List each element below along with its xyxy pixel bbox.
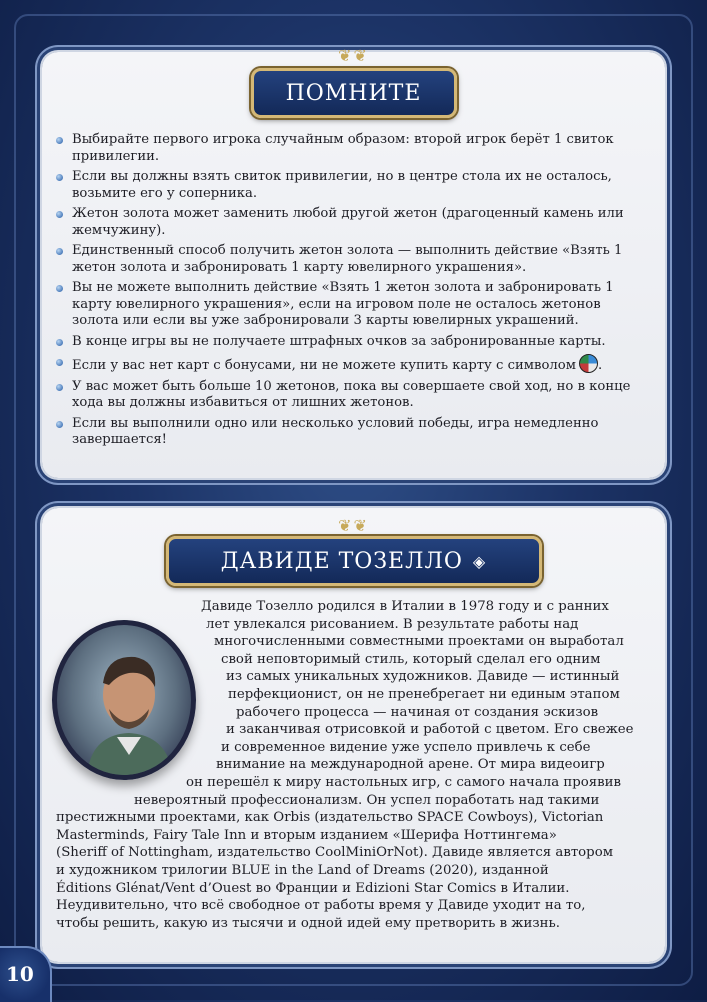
list-item: Единственный способ получить жетон золота — выполнить действие «Взять 1 жетон золота и забронировать 1 карту ювелирного украшения». [56,243,646,276]
bullet-icon [56,285,63,292]
bullet-icon [56,211,63,218]
multicolor-token-icon [579,354,598,373]
remember-banner [251,68,457,118]
bullet-icon [56,384,63,391]
bullet-icon [56,174,63,181]
gem-icon: ◈ [472,551,487,571]
bullet-icon [56,421,63,428]
remember-title: ПОМНИТЕ [285,80,422,106]
list-item: В конце игры вы не получаете штрафных очков за забронированные карты. [56,334,646,351]
author-banner [166,536,542,586]
list-item: Если вы выполнили одно или несколько условий победы, игра немедленно завершается! [56,416,646,449]
author-title: ДАВИДЕ ТОЗЕЛЛО [220,548,463,574]
author-panel [42,508,665,962]
page-number-badge [0,946,52,1002]
bullet-icon [56,339,63,346]
bullet-icon [56,248,63,255]
rules-list [56,132,646,453]
list-item: Если вы должны взять свиток привилегии, но в центре стола их не осталось, возьмите его у соперника. [56,169,646,202]
bullet-icon [56,137,63,144]
list-item: У вас может быть больше 10 жетонов, пока вы совершаете свой ход, но в конце хода вы должны избавиться от лишних жетонов. [56,379,646,412]
list-item: Если у вас нет карт с бонусами, ни не можете купить карту с символом . [56,354,646,375]
page-number: 10 [6,962,34,986]
ornament-icon: ❦❦ [338,516,369,535]
list-item: Вы не можете выполнить действие «Взять 1 жетон золота и забронировать 1 карту ювелирного украшения», если на игровом поле не осталось жетонов золота или если вы уже забронировали 3 карты ювелирных украшений. [56,280,646,330]
list-item: Жетон золота может заменить любой другой жетон (драгоценный камень или жемчужину). [56,206,646,239]
remember-panel [42,46,665,478]
author-bio: Давиде Тозелло родился в Италии в 1978 году и с ранних лет увлекался рисованием. В результате работы над многочисленными совместными проектами он выработал свой неповторимый стиль, который сделал его одним из самых уникальных художников. Давиде — истинный перфекционист, он не пренебрегает ни единым этапом рабочего процесса — начиная от создания эскизов и заканчивая отрисовкой и работой с цветом. Его свежее и современное видение уже успело привлечь к себе внимание на международной арене. От мира видеоигр он перешёл к миру настольных игр, с самого начала проявив невероятный профессионализм. Он успел поработать над такими престижными проектами, как Orbis (издательство SPACE Cowboys), Victorian Masterminds, Fairy Tale Inn и вторым изданием «Шерифа Ноттингема» (Sheriff of Nottingham, издательство CoolMiniOrNot). Давиде является автором и художником трилогии BLUE in the Land of Dreams (2020), изданной Éditions Glénat/Vent d’Ouest во Франции и Edizioni Star Comics в Италии. Неудивительно, что всё свободное от работы время у Давиде уходит на то, чтобы решить, какую из тысячи и одной идей ему претворить в жизнь. [56,599,634,931]
bullet-icon [56,359,63,366]
ornament-icon: ❦❦ [338,46,369,65]
list-item: Выбирайте первого игрока случайным образом: второй игрок берёт 1 свиток привилегии. [56,132,646,165]
